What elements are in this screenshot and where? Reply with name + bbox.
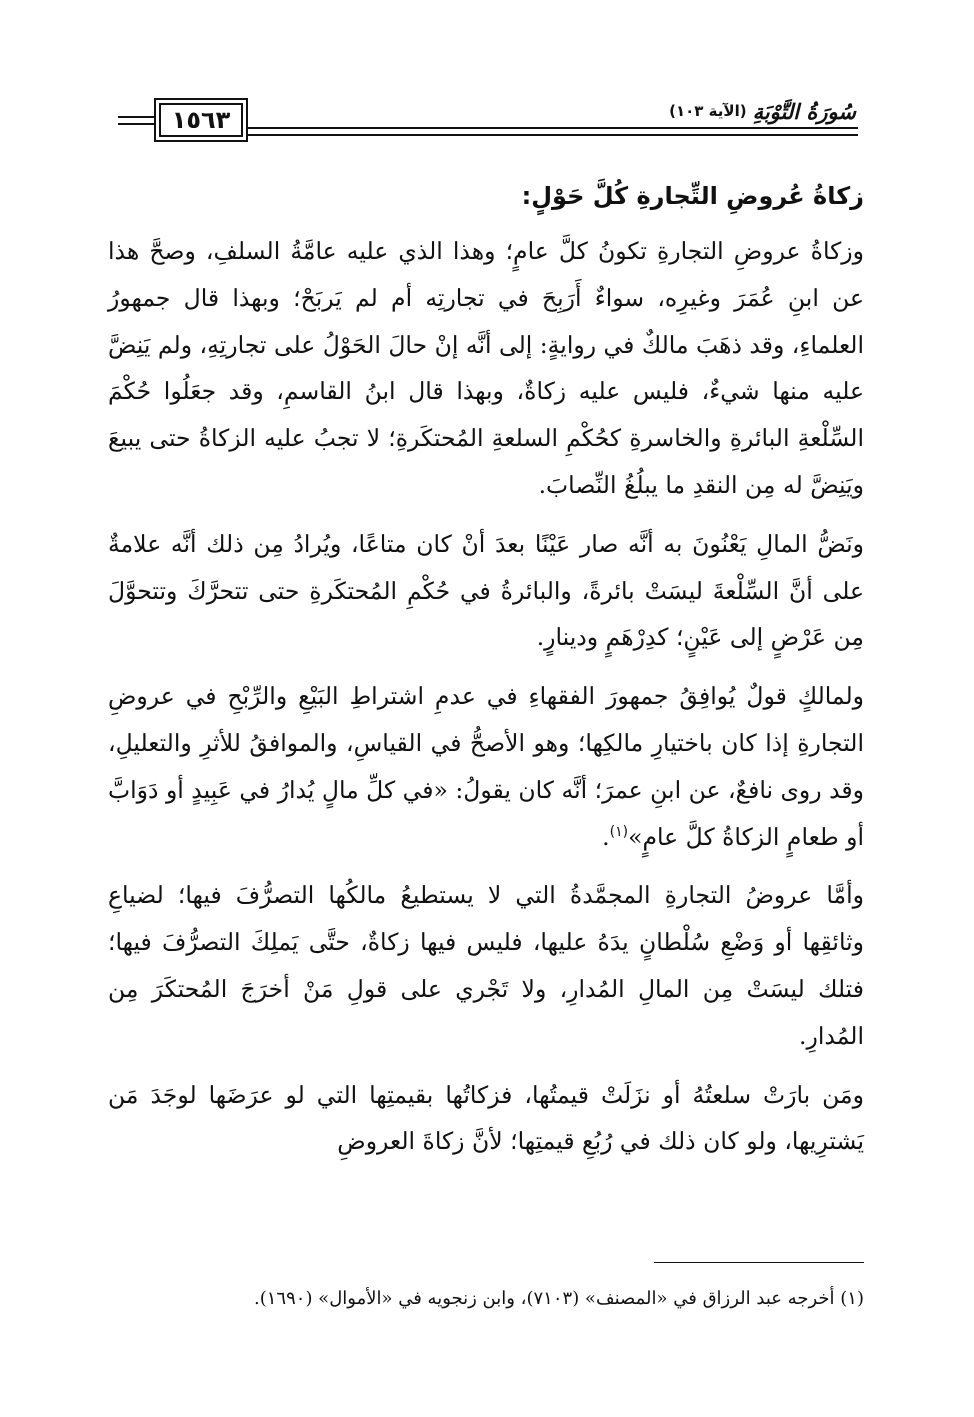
footnote-marker[interactable]: (١) [609, 823, 629, 840]
paragraph [108, 673, 864, 860]
ayah-reference: (الآية ١٠٣) [669, 102, 747, 120]
header-rule [118, 116, 154, 118]
header-rule [118, 123, 154, 125]
header-rule [248, 127, 858, 129]
surah-name: سُورَةُ التَّوْبَةِ [752, 98, 856, 124]
paragraph-end: . [602, 822, 610, 851]
page-number-frame [154, 98, 248, 142]
header-title [669, 98, 856, 124]
footnote-divider [654, 1262, 864, 1263]
paragraph: وأمَّا عروضُ التجارةِ المجمَّدةُ التي لا يستطيعُ مالكُها التصرُّفَ فيها؛ لضياعِ وثائقِها أو وَضْعِ سُلْطانٍ يدَهُ عليها، فليس فيها زكاةٌ، حتَّى يَملِكَ التصرُّفَ فيها؛ فتلك ليسَتْ مِن المالِ المُدارِ، ولا تَجْري على قولِ مَنْ أخرَجَ المُحتكَرَ مِن المُدارِ. [108, 881, 864, 1050]
main-text [108, 176, 864, 1177]
paragraph: ونَضُّ المالِ يَعْنُونَ به أنَّه صار عَيْنًا بعدَ أنْ كان متاعًا، ويُرادُ مِن ذلك أنَّه علامةٌ على أنَّ السِّلْعةَ ليسَتْ بائرةً، والبائرةُ في حُكْمِ المُحتكَرةِ حتى تتحرَّكَ وتتحوَّلَ مِن عَرْضٍ إلى عَيْنٍ؛ كدِرْهَمٍ ودينارٍ. [108, 529, 864, 652]
header-rule [248, 134, 858, 136]
paragraph-text: ولمالكٍ قولٌ يُوافِقُ جمهورَ الفقهاءِ في عدمِ اشتراطِ البَيْعِ والرِّبْحِ في عروضِ التجارةِ إذا كان باختيارِ مالكِها؛ وهو الأصحُّ في القياسِ، والموافقُ للأثرِ والتعليلِ، وقد روى نافعٌ، عن ابنِ عمرَ؛ أنَّه كان يقولُ: «في كلِّ مالٍ يُدارُ في عَبِيدٍ أو دَوَابَّ أو طعامٍ الزكاةُ كلَّ عامٍ» [108, 682, 864, 851]
section-heading: زكاةُ عُروضِ التِّجارةِ كُلَّ حَوْلٍ: [521, 182, 864, 210]
footnote: (١) أخرجه عبد الرزاق في «المصنف» (٧١٠٣)، وابن زنجويه في «الأموال» (١٦٩٠). [254, 1288, 864, 1309]
running-header [118, 98, 858, 154]
page-number: ١٥٦٣ [159, 103, 243, 137]
paragraph: وزكاةُ عروضِ التجارةِ تكونُ كلَّ عامٍ؛ وهذا الذي عليه عامَّةُ السلفِ، وصحَّ هذا عن ابنِ عُمَرَ وغيرِه، سواءٌ أَرَبِحَ في تجارتِه أم لم يَربَحْ؛ وبهذا قال جمهورُ العلماءِ، وقد ذهَبَ مالكٌ في روايةٍ: إلى أنَّه إنْ حالَ الحَوْلُ على تجارتِهِ، ولم يَنِضَّ عليه منها شيءٌ، فليس عليه زكاةٌ، وبهذا قال ابنُ القاسمِ، وقد جعَلُوا حُكْمَ السِّلْعةِ البائرةِ والخاسرةِ كحُكْمِ السلعةِ المُحتكَرةِ؛ لا تجبُ عليه الزكاةُ حتى يبيعَ ويَنِضَّ له مِن النقدِ ما يبلُغُ النِّصابَ. [108, 237, 864, 499]
paragraph: ومَن بارَتْ سلعتُهُ أو نزَلَتْ قيمتُها، فزكاتُها بقيمتِها التي لو عرَضَها لوجَدَ مَن يَشترِيها، ولو كان ذلك في رُبُعِ قيمتِها؛ لأنَّ زكاةَ العروضِ [108, 1080, 864, 1156]
